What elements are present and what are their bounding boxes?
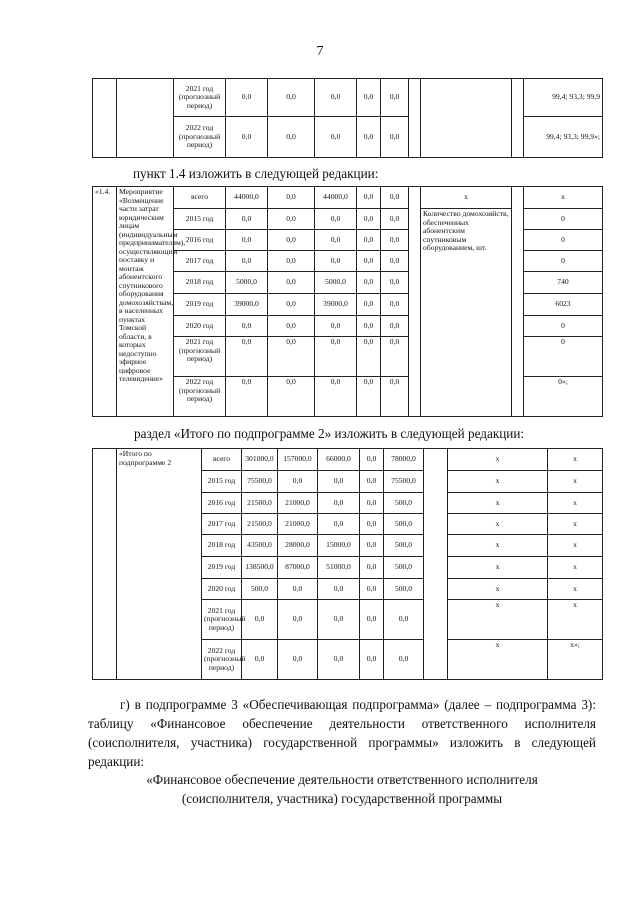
value-cell: 0,0	[318, 514, 360, 535]
value-cell: 138500,0	[242, 557, 278, 579]
value-cell: 0,0	[357, 230, 381, 251]
indicator-value: 0	[524, 251, 603, 272]
value-cell: 0,0	[268, 377, 315, 417]
value-cell: 0,0	[268, 230, 315, 251]
indicator-name: Количество домохозяйств, обеспеченных абонентским спутниковым оборудованием, шт.	[421, 209, 512, 417]
indicator-value: х	[524, 187, 603, 209]
page-number: 7	[316, 44, 324, 59]
value-cell: 0,0	[360, 449, 384, 471]
value-cell: 0,0	[384, 600, 424, 640]
value-cell: 0,0	[226, 209, 268, 230]
value-cell: 0,0	[315, 251, 357, 272]
value-cell: 0,0	[360, 579, 384, 600]
value-cell: 0,0	[315, 209, 357, 230]
value-cell: 0,0	[360, 471, 384, 493]
x-cell: х	[548, 493, 603, 514]
x-cell: х	[548, 514, 603, 535]
value-cell: 0,0	[381, 294, 409, 316]
value-cell: 0,0	[318, 471, 360, 493]
indicator-value: 6023	[524, 294, 603, 316]
table-continuation	[92, 78, 603, 158]
blank-cell	[409, 187, 421, 417]
value-cell: 301000,0	[242, 449, 278, 471]
value-cell: 66000,0	[318, 449, 360, 471]
year-cell: 2020 год	[174, 316, 226, 337]
value-cell: 0,0	[278, 640, 318, 680]
value-cell: 0,0	[226, 230, 268, 251]
value-cell: 39000,0	[315, 294, 357, 316]
table-point-1-4	[92, 186, 603, 417]
value-cell: 0,0	[360, 600, 384, 640]
value-cell: 0,0	[268, 187, 315, 209]
year-cell: 2018 год	[174, 272, 226, 294]
year-cell: 2022 год (прогнозный период)	[202, 640, 242, 680]
value-cell: 0,0	[381, 251, 409, 272]
year-cell: 2021 год (прогнозный период)	[202, 600, 242, 640]
value-cell: 0,0	[315, 316, 357, 337]
x-cell: х	[548, 471, 603, 493]
value-cell: 5000,0	[226, 272, 268, 294]
value-cell: 0,0	[381, 187, 409, 209]
indicator-value: 0	[524, 230, 603, 251]
value-cell: 0,0	[357, 187, 381, 209]
x-cell: х	[448, 579, 548, 600]
value-cell: 0,0	[357, 251, 381, 272]
value-cell: 0,0	[315, 79, 357, 117]
value-cell: 0,0	[226, 117, 268, 158]
year-cell: всего	[202, 449, 242, 471]
table-total-subprogram-2	[92, 448, 603, 680]
value-cell: 0,0	[360, 557, 384, 579]
value-cell: 0,0	[381, 272, 409, 294]
value-cell: 0,0	[381, 209, 409, 230]
value-cell: 0,0	[226, 377, 268, 417]
value-cell: 21500,0	[242, 493, 278, 514]
year-cell: 2015 год	[202, 471, 242, 493]
value-cell: 0,0	[268, 272, 315, 294]
x-cell: х	[548, 449, 603, 471]
value-cell: 0,0	[357, 377, 381, 417]
year-cell: 2020 год	[202, 579, 242, 600]
indicator-value: 740	[524, 272, 603, 294]
blank-cell	[421, 79, 512, 158]
value-cell: 500,0	[384, 535, 424, 557]
value-cell: 157000,0	[278, 449, 318, 471]
x-cell: х	[448, 535, 548, 557]
value-cell: 75500,0	[384, 471, 424, 493]
indicator-value: 0	[524, 316, 603, 337]
x-cell: х	[448, 600, 548, 640]
value-cell: 0,0	[226, 316, 268, 337]
x-cell: х	[448, 449, 548, 471]
indicator-value: 0	[524, 337, 603, 377]
value-cell: 0,0	[360, 535, 384, 557]
value-cell: 0,0	[315, 377, 357, 417]
value-cell: 78000,0	[384, 449, 424, 471]
value-cell: 15000,0	[318, 535, 360, 557]
value-cell: 0,0	[318, 600, 360, 640]
caption-total: раздел «Итого по подпрограмме 2» изложить в следующей редакции:	[134, 426, 525, 441]
value-cell: 0,0	[381, 230, 409, 251]
value-cell: 0,0	[381, 117, 409, 158]
value-cell: 0,0	[357, 316, 381, 337]
value-cell: 0,0	[318, 579, 360, 600]
value-cell: 0,0	[381, 316, 409, 337]
value-cell: 0,0	[315, 117, 357, 158]
year-cell: 2017 год	[174, 251, 226, 272]
x-cell: х	[548, 600, 603, 640]
value-cell: 0,0	[357, 272, 381, 294]
value-cell: 0,0	[268, 209, 315, 230]
caption-point-1-4: пункт 1.4 изложить в следующей редакции:	[133, 166, 379, 181]
value-cell: 51000,0	[318, 557, 360, 579]
value-cell: 5000,0	[315, 272, 357, 294]
value-cell: 21500,0	[242, 514, 278, 535]
value-cell: 0,0	[242, 640, 278, 680]
value-cell: 0,0	[226, 251, 268, 272]
x-cell: х	[448, 493, 548, 514]
year-cell: всего	[174, 187, 226, 209]
indicator-value: 0	[524, 209, 603, 230]
blank-cell	[512, 187, 524, 417]
blank-cell	[409, 79, 421, 158]
x-cell: х	[448, 471, 548, 493]
value-cell: 75500,0	[242, 471, 278, 493]
x-cell: х	[448, 640, 548, 680]
x-cell: х	[548, 557, 603, 579]
year-cell: 2017 год	[202, 514, 242, 535]
value-cell: 500,0	[384, 493, 424, 514]
value-cell: 0,0	[381, 79, 409, 117]
value-cell: 28000,0	[278, 535, 318, 557]
value-cell: 0,0	[278, 579, 318, 600]
value-cell: 0,0	[357, 294, 381, 316]
item-number: «1.4.	[93, 187, 117, 417]
value-cell: 21000,0	[278, 493, 318, 514]
x-cell: х	[421, 187, 512, 209]
value-cell: 0,0	[381, 337, 409, 377]
value-cell: 0,0	[381, 377, 409, 417]
section-heading: «Финансовое обеспечение деятельности ответственного исполнителя (соисполнителя, участника) государственной программы	[146, 772, 538, 806]
value-cell: 0,0	[318, 640, 360, 680]
paragraph-subprogram-3	[88, 695, 596, 771]
x-cell: х	[448, 514, 548, 535]
year-cell: 2019 год	[174, 294, 226, 316]
indicator-value: 0»;	[524, 377, 603, 417]
value-cell: 21000,0	[278, 514, 318, 535]
value-cell: 0,0	[360, 514, 384, 535]
x-cell: х	[548, 579, 603, 600]
year-cell: 2019 год	[202, 557, 242, 579]
value-cell: 0,0	[360, 493, 384, 514]
value-cell: 0,0	[268, 79, 315, 117]
x-cell: х	[448, 557, 548, 579]
x-cell: х»;	[548, 640, 603, 680]
value-cell: 0,0	[360, 640, 384, 680]
value-cell: 0,0	[315, 337, 357, 377]
blank-cell	[93, 79, 117, 158]
value-cell: 500,0	[242, 579, 278, 600]
value-cell: 87000,0	[278, 557, 318, 579]
value-cell: 0,0	[268, 337, 315, 377]
value-cell: 0,0	[278, 471, 318, 493]
value-cell: 0,0	[242, 600, 278, 640]
value-cell: 0,0	[268, 294, 315, 316]
value-cell: 0,0	[357, 209, 381, 230]
year-cell: 2021 год (прогнозный период)	[174, 337, 226, 377]
value-cell: 0,0	[226, 79, 268, 117]
value-cell: 0,0	[357, 117, 381, 158]
target-cell: 99,4; 93,3; 99,9	[524, 79, 603, 117]
value-cell: 39000,0	[226, 294, 268, 316]
value-cell: 0,0	[318, 493, 360, 514]
target-cell: 99,4; 93,3; 99,9»;	[524, 117, 603, 158]
year-cell: 2018 год	[202, 535, 242, 557]
year-cell: 2022 год (прогнозный период)	[174, 117, 226, 158]
total-name: «Итого по подпрограмме 2	[117, 449, 202, 680]
x-cell: х	[548, 535, 603, 557]
year-cell: 2016 год	[174, 230, 226, 251]
blank-cell	[424, 449, 448, 680]
item-name: Мероприятие «Возмещение части затрат юридическим лицам (индивидуальным предпринимателям), осуществляющим поставку и монтаж абонентского спутникового оборудования домохозяйствам, в населенных пунктах Томской области, в которых недоступно эфирное цифровое телевидение»	[117, 187, 174, 417]
value-cell: 0,0	[357, 79, 381, 117]
year-cell: 2016 год	[202, 493, 242, 514]
value-cell: 0,0	[226, 337, 268, 377]
value-cell: 0,0	[357, 337, 381, 377]
value-cell: 44000,0	[226, 187, 268, 209]
value-cell: 500,0	[384, 557, 424, 579]
year-cell: 2022 год (прогнозный период)	[174, 377, 226, 417]
value-cell: 500,0	[384, 514, 424, 535]
value-cell: 0,0	[268, 316, 315, 337]
value-cell: 0,0	[384, 640, 424, 680]
blank-cell	[512, 79, 524, 158]
value-cell: 0,0	[268, 251, 315, 272]
value-cell: 0,0	[278, 600, 318, 640]
blank-cell	[93, 449, 117, 680]
year-cell: 2021 год (прогнозный период)	[174, 79, 226, 117]
value-cell: 500,0	[384, 579, 424, 600]
value-cell: 0,0	[315, 230, 357, 251]
blank-cell	[117, 79, 174, 158]
year-cell: 2015 год	[174, 209, 226, 230]
value-cell: 44000,0	[315, 187, 357, 209]
paragraph-text: г) в подпрограмме 3 «Обеспечивающая подпрограмма» (далее – подпрограмма 3): таблицу «Финансовое обеспечение деятельности ответственного исполнителя (соисполнителя, участника) государственной программы» изложить в следующей редакции:	[88, 697, 596, 769]
value-cell: 43500,0	[242, 535, 278, 557]
value-cell: 0,0	[268, 117, 315, 158]
